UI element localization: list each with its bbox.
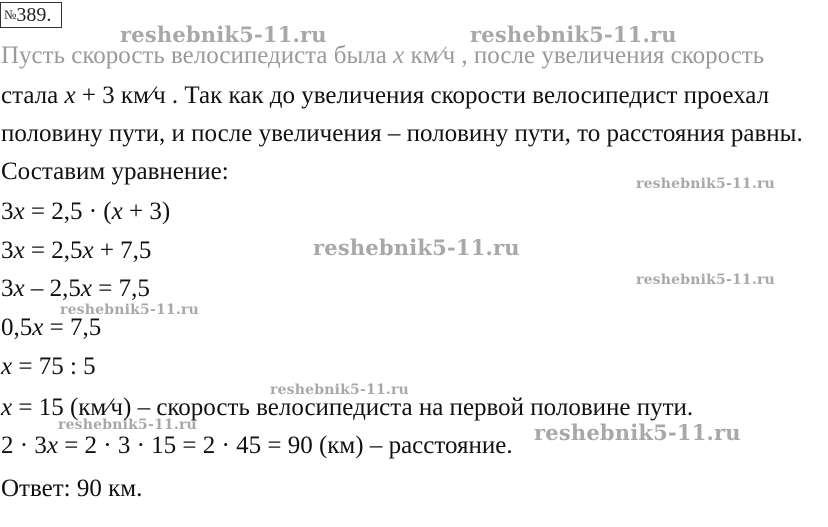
problem-number-badge xyxy=(0,2,62,28)
watermark: reshebnik5-11.ru xyxy=(120,22,327,47)
watermark: reshebnik5-11.ru xyxy=(58,417,197,433)
number-sign: № xyxy=(4,7,17,22)
problem-number: 389. xyxy=(16,4,52,26)
watermark: reshebnik5-11.ru xyxy=(636,176,775,192)
equation-3: 3x – 2,5x = 7,5 xyxy=(1,275,150,302)
watermark: reshebnik5-11.ru xyxy=(60,302,199,318)
watermark: reshebnik5-11.ru xyxy=(313,235,520,260)
equation-1: 3x = 2,5 · (x + 3) xyxy=(1,198,171,225)
watermark: reshebnik5-11.ru xyxy=(470,22,677,47)
solution-line-3: половину пути, и после увеличения – половину пути, то расстояния равны. xyxy=(1,120,803,147)
answer-line: Ответ: 90 км. xyxy=(1,475,143,502)
solution-line-4: Составим уравнение: xyxy=(1,158,229,185)
watermark: reshebnik5-11.ru xyxy=(636,272,775,288)
equation-6: x = 15 (км⁄ч) – скорость велосипедиста на первой половине пути. xyxy=(1,394,694,421)
solution-line-2: стала x + 3 км⁄ч . Так как до увеличения скорости велосипедист проехал xyxy=(1,82,770,109)
watermark: reshebnik5-11.ru xyxy=(534,420,741,445)
equation-7: 2 · 3x = 2 · 3 · 15 = 2 · 45 = 90 (км) – расстояние. xyxy=(1,432,513,459)
equation-2: 3x = 2,5x + 7,5 xyxy=(1,237,152,264)
solution-line-1: Пусть скорость велосипедиста была x км⁄ч , после увеличения скорость xyxy=(1,42,765,69)
equation-4: 0,5x = 7,5 xyxy=(1,314,102,341)
equation-5: x = 75 : 5 xyxy=(1,353,96,380)
watermark: reshebnik5-11.ru xyxy=(270,382,409,398)
